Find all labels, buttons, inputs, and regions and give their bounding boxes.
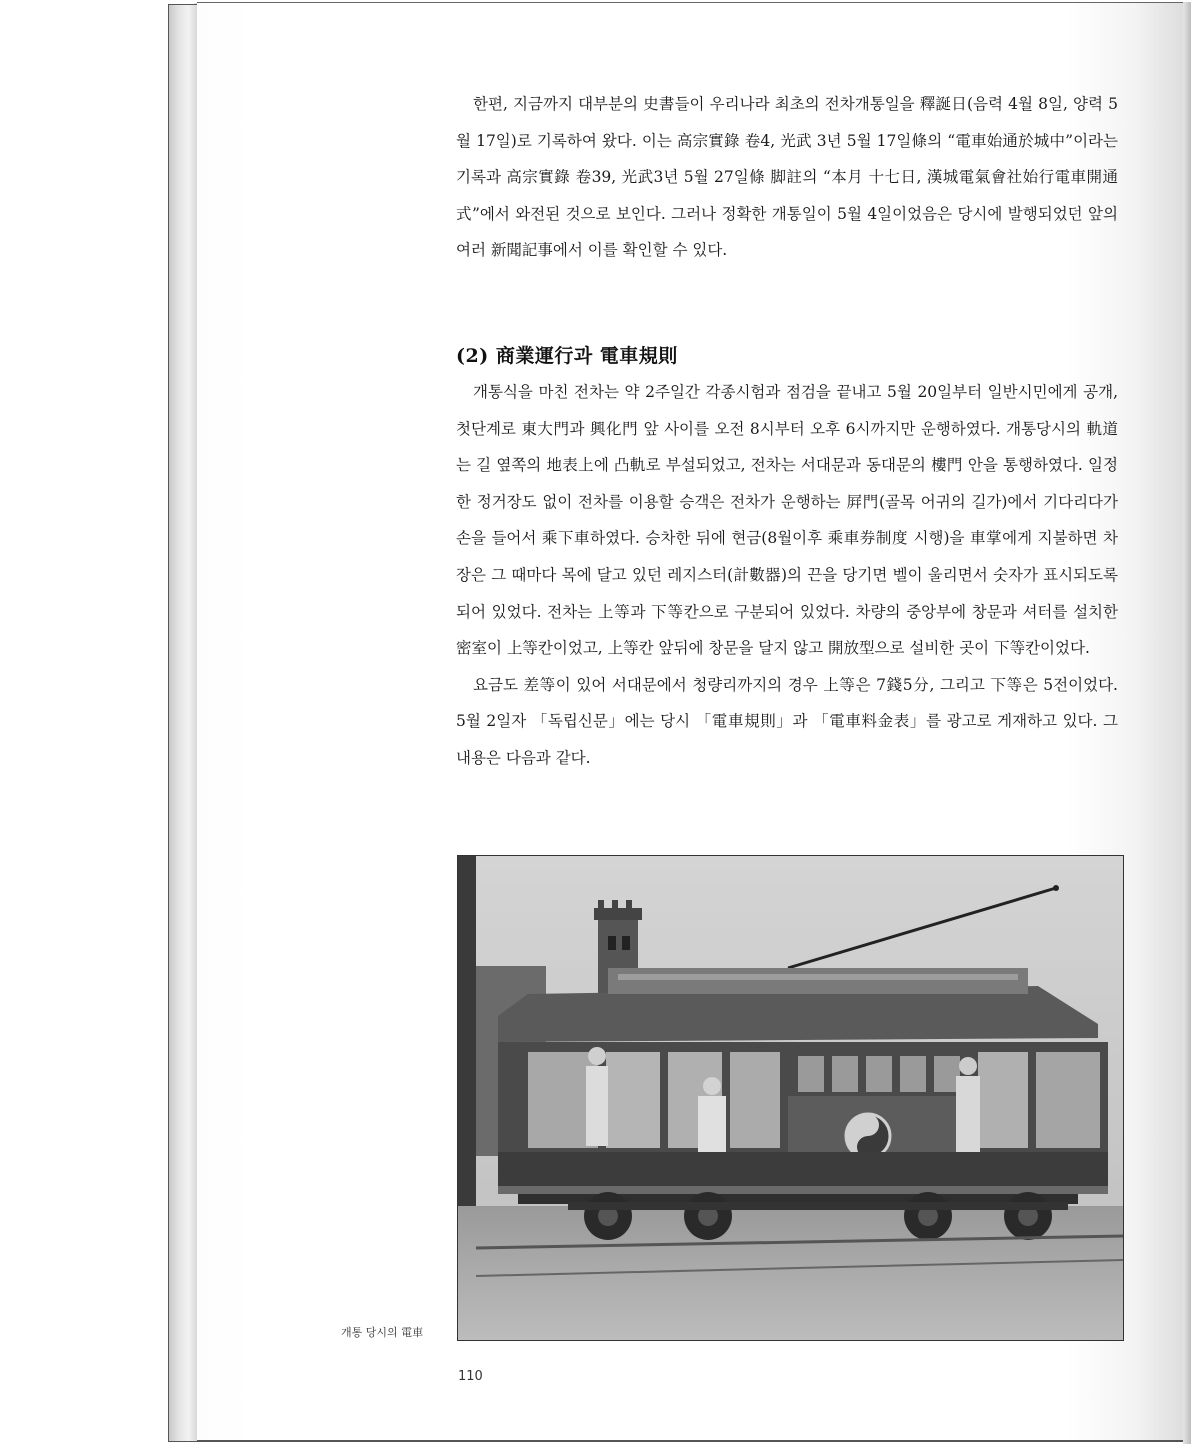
paragraph-2: 개통식을 마친 전차는 약 2주일간 각종시험과 점검을 끝내고 5월 20일부터 일반시민에게 공개, 첫단계로 東大門과 興化門 앞 사이를 오전 8시부터 오후 6시까지만 운행하였다. 개통당시의 軌道는 길 옆쪽의 地表上에 凸軌로 부설되었고, 전차는 서대문과 동대문의 樓門 안을 통행하였다. 일정한 정거장도 없이 전차를 이용할 승객은 전차가 운행하는 屛門(골목 어귀의 길가)에서 기다리다가 손을 들어서 乘下車하였다. 승차한 뒤에 현금(8월이후 乘車券制度 시행)을 車掌에게 지불하면 차장은 그 때마다 목에 달고 있던 레지스터(計數器)의 끈을 당기면 벨이 울리면서 숫자가 표시되도록 되어 있었다. 전차는 上等과 下等칸으로 구분되어 있었다. 차량의 중앙부에 창문과 셔터를 설치한 密室이 上等칸이었고, 上等칸 앞뒤에 창문을 달지 않고 開放型으로 설비한 곳이 下等칸이었다. bbox=[456, 383, 1118, 658]
body-text-main bbox=[456, 374, 1118, 777]
section-heading: (2) 商業運行과 電車規則 bbox=[456, 345, 678, 367]
page-right-edge bbox=[1183, 2, 1191, 1444]
page-number: 110 bbox=[458, 1369, 483, 1384]
figure-caption: 개통 당시의 電車 bbox=[341, 1326, 424, 1339]
streetcar-illustration bbox=[458, 856, 1123, 1340]
paragraph-1: 한편, 지금까지 대부분의 史書들이 우리나라 최초의 전차개통일을 釋誕日(음력 4월 8일, 양력 5월 17일)로 기록하여 왔다. 이는 高宗實錄 卷4, 光武 3년 5월 17일條의 “電車始通於城中”이라는 기록과 高宗實錄 卷39, 光武3년 5월 27일條 脚註의 “本月 十七日, 漢城電氣會社始行電車開通式”에서 와전된 것으로 보인다. 그러나 정확한 개통일이 5월 4일이었음은 당시에 발행되었던 앞의 여러 新聞記事에서 이를 확인할 수 있다. bbox=[456, 95, 1118, 260]
body-text-top bbox=[456, 86, 1118, 269]
book-spine bbox=[168, 4, 198, 1442]
streetcar-photo bbox=[457, 855, 1124, 1341]
paragraph-3: 요금도 差等이 있어 서대문에서 청량리까지의 경우 上等은 7錢5分, 그리고 下等은 5전이었다. 5월 2일자 「독립신문」에는 당시 「電車規則」과 「電車料金表」를 광고로 게재하고 있다. 그 내용은 다음과 같다. bbox=[456, 675, 1118, 767]
